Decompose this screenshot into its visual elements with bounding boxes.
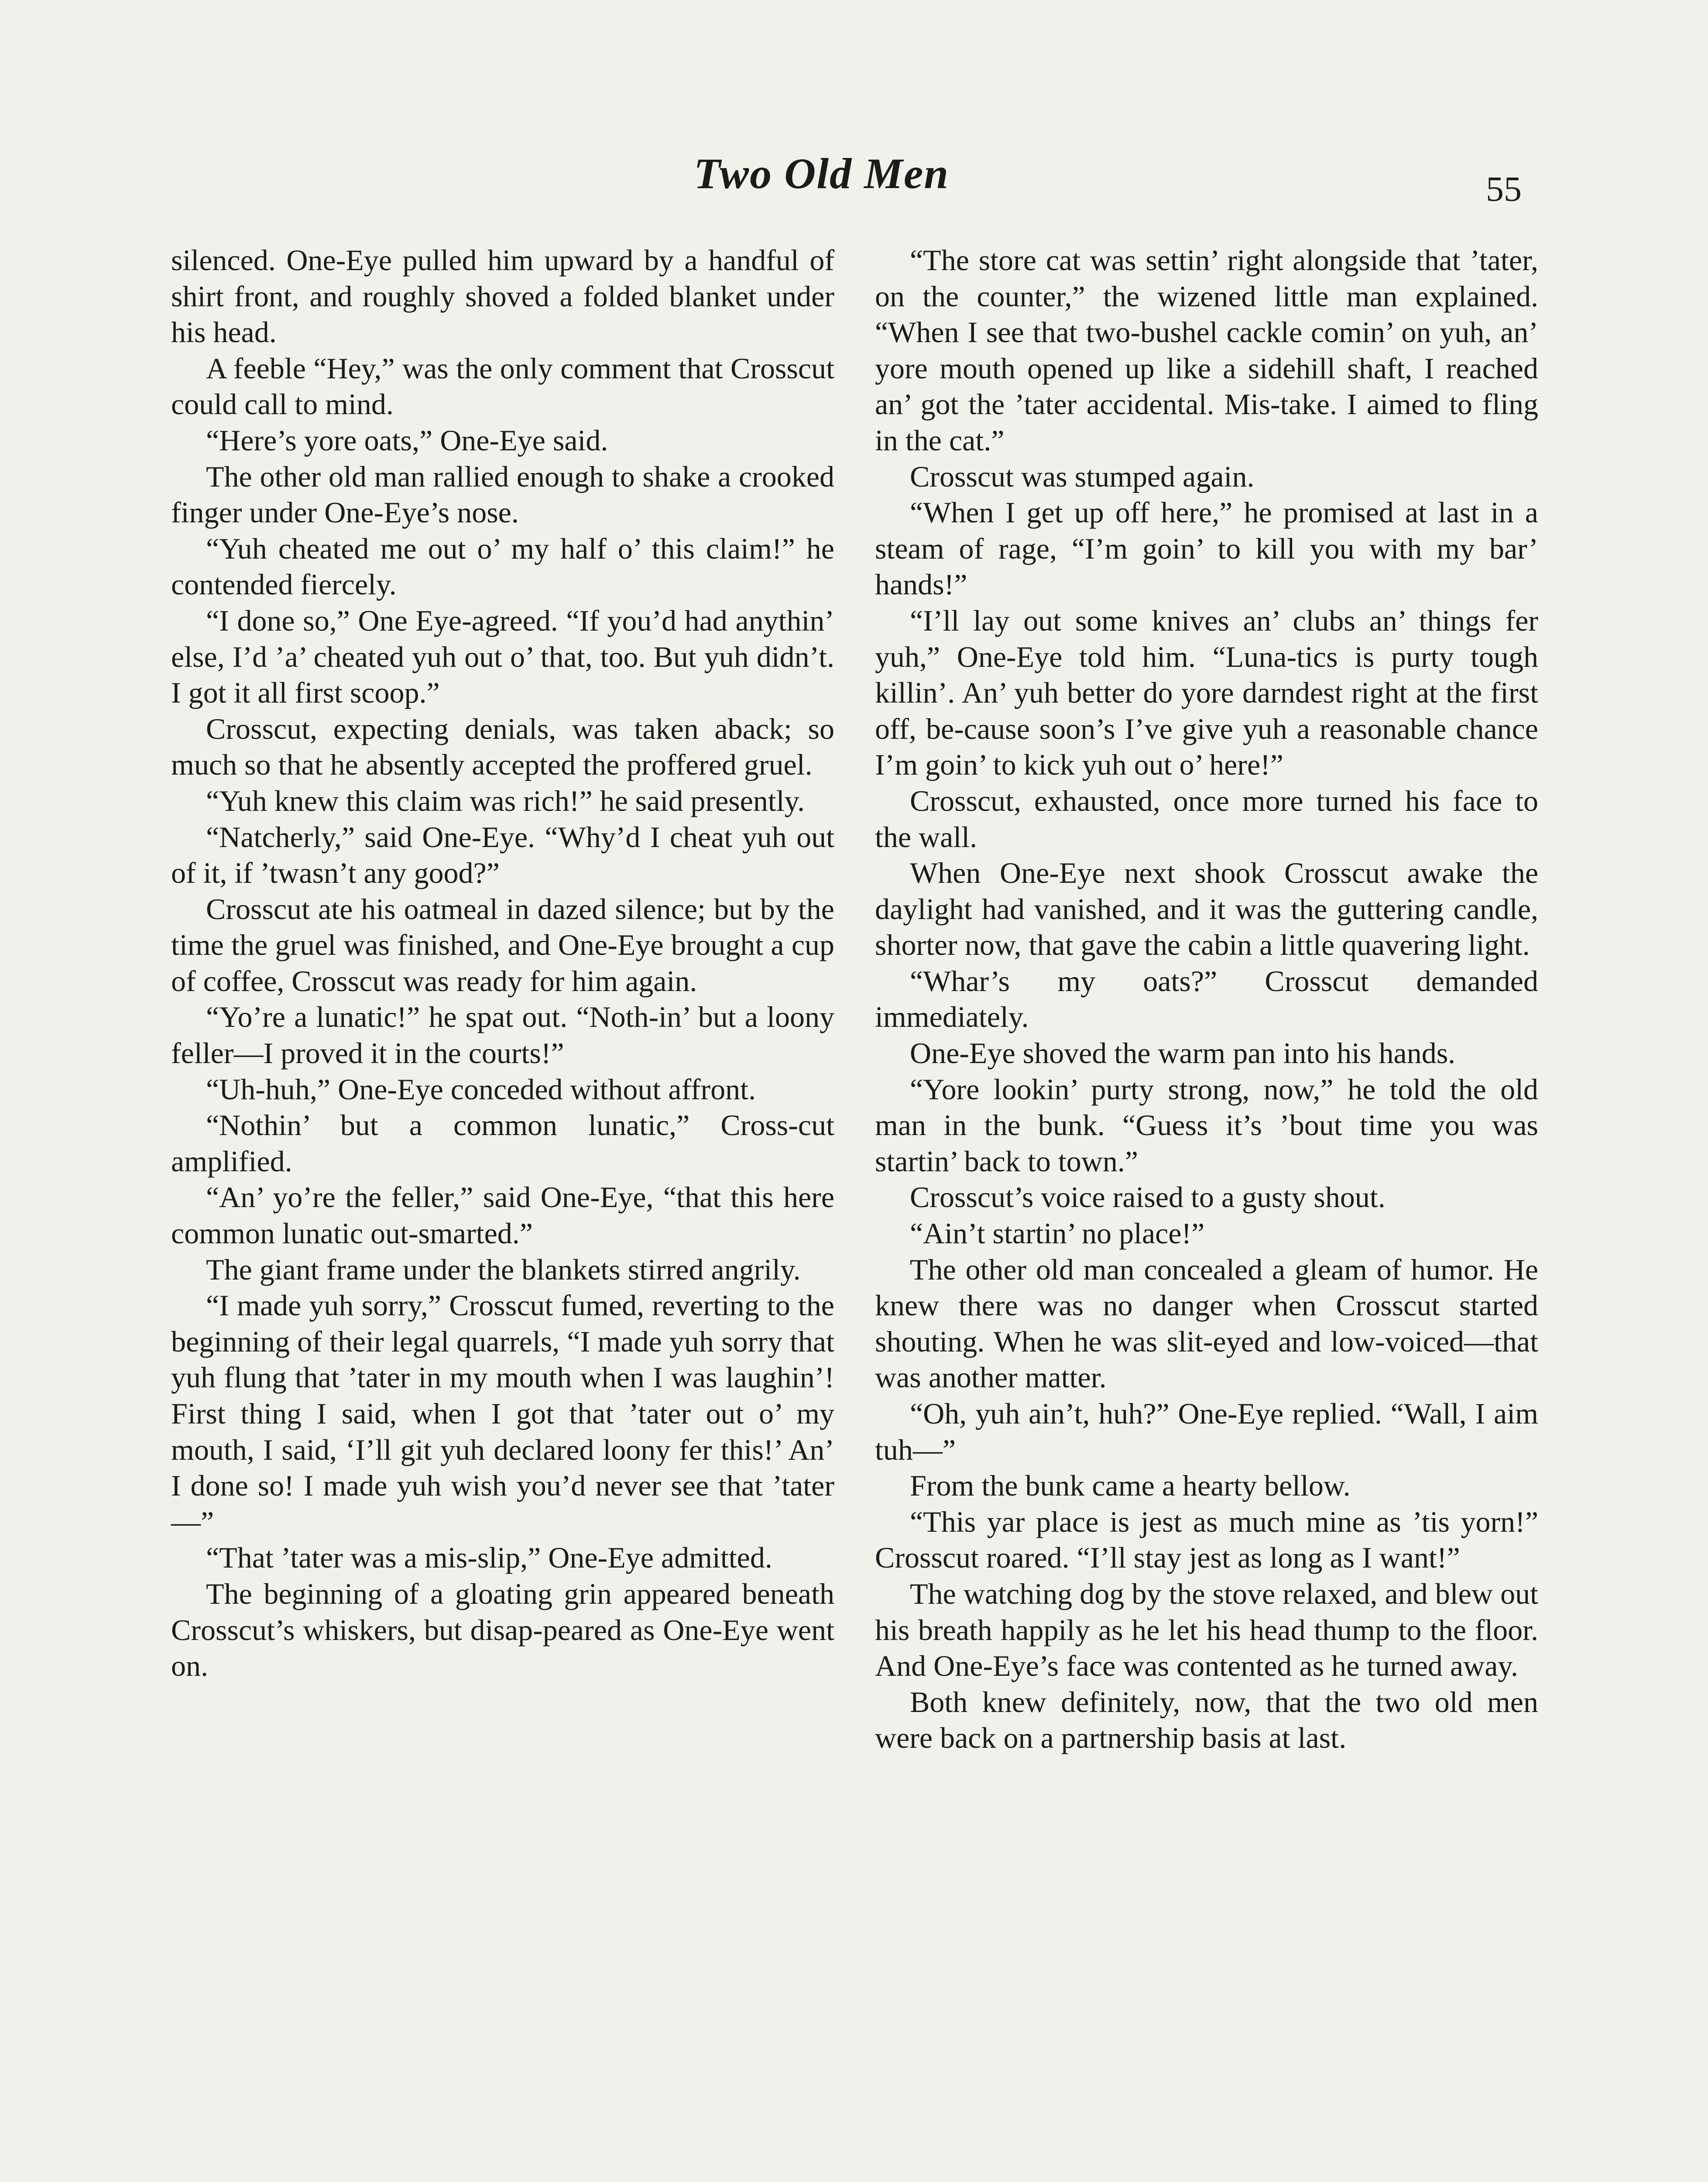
paragraph: Crosscut, exhausted, once more turned his face to the wall. bbox=[875, 784, 1538, 854]
page-header bbox=[0, 148, 1708, 218]
paragraph: Crosscut’s voice raised to a gusty shout. bbox=[910, 1180, 1386, 1214]
paragraph: “Yuh knew this claim was rich!” he said presently. bbox=[206, 784, 805, 817]
paragraph: The beginning of a gloating grin appeared beneath Crosscut’s whiskers, but disap-peared as One-Eye went on. bbox=[171, 1577, 834, 1683]
right-column bbox=[875, 242, 1538, 1756]
paragraph: From the bunk came a hearty bellow. bbox=[910, 1469, 1351, 1503]
paragraph: “An’ yo’re the feller,” said One-Eye, “that this here common lunatic out-smarted.” bbox=[171, 1180, 834, 1250]
paragraph: “Nothin’ but a common lunatic,” Cross-cut amplified. bbox=[171, 1108, 834, 1178]
paragraph: “The store cat was settin’ right alongside that ’tater, on the counter,” the wizened little man explained. “When I see that two-bushel cackle comin’ on yuh, an’ yore mouth opened up like a sidehill shaft, I reached an’ got the ’tater accidental. Mis-take. I aimed to fling in the cat.” bbox=[875, 244, 1538, 457]
paragraph: “When I get up off here,” he promised at last in a steam of rage, “I’m goin’ to kill you with my bar’ hands!” bbox=[875, 496, 1538, 601]
paragraph: “Ain’t startin’ no place!” bbox=[910, 1217, 1205, 1250]
paragraph: When One-Eye next shook Crosscut awake the daylight had vanished, and it was the guttering candle, shorter now, that gave the cabin a little quavering light. bbox=[875, 856, 1538, 962]
paragraph: Crosscut ate his oatmeal in dazed silence; but by the time the gruel was finished, and One-Eye brought a cup of coffee, Crosscut was ready for him again. bbox=[171, 892, 834, 998]
paragraph: “Here’s yore oats,” One-Eye said. bbox=[206, 423, 608, 457]
paragraph: A feeble “Hey,” was the only comment that Crosscut could call to mind. bbox=[171, 351, 834, 421]
page-title: Two Old Men bbox=[694, 149, 949, 198]
paragraph: “That ’tater was a mis-slip,” One-Eye admitted. bbox=[206, 1541, 772, 1575]
paragraph: The other old man concealed a gleam of humor. He knew there was no danger when Crosscut started shouting. When he was slit-eyed and low-voiced—that was another matter. bbox=[875, 1252, 1538, 1394]
paragraph: The watching dog by the stove relaxed, and blew out his breath happily as he let his head thump to the floor. And One-Eye’s face was contented as he turned away. bbox=[875, 1577, 1538, 1683]
paragraph: “I made yuh sorry,” Crosscut fumed, reverting to the beginning of their legal quarrels, “I made yuh sorry that yuh flung that ’tater in my mouth when I was laughin’! First thing I said, when I got that ’tater out o’ my mouth, I said, ‘I’ll git yuh declared loony fer this!’ An’ I done so! I made yuh wish you’d never see that ’tater—” bbox=[171, 1289, 834, 1538]
paragraph: “Natcherly,” said One-Eye. “Why’d I cheat yuh out of it, if ’twasn’t any good?” bbox=[171, 820, 834, 890]
paragraph: Crosscut, expecting denials, was taken aback; so much so that he absently accepted the proffered gruel. bbox=[171, 712, 834, 782]
paragraph: “Yuh cheated me out o’ my half o’ this claim!” he contended fiercely. bbox=[171, 532, 834, 601]
paragraph: “Yo’re a lunatic!” he spat out. “Noth-in’ but a loony feller—I proved it in the courts!” bbox=[171, 1000, 834, 1070]
paragraph: “Oh, yuh ain’t, huh?” One-Eye replied. “Wall, I aim tuh—” bbox=[875, 1397, 1538, 1466]
page-number: 55 bbox=[1486, 169, 1522, 209]
paragraph: “This yar place is jest as much mine as ’tis yorn!” Crosscut roared. “I’ll stay jest as long as I want!” bbox=[875, 1505, 1538, 1575]
paragraph: The giant frame under the blankets stirred angrily. bbox=[206, 1252, 801, 1286]
paragraph: “Yore lookin’ purty strong, now,” he told the old man in the bunk. “Guess it’s ’bout time you was startin’ back to town.” bbox=[875, 1072, 1538, 1178]
paragraph: Both knew definitely, now, that the two old men were back on a partnership basis at last. bbox=[875, 1685, 1538, 1755]
paragraph: “I done so,” One Eye-agreed. “If you’d had anythin’ else, I’d ’a’ cheated yuh out o’ that, too. But yuh didn’t. I got it all first scoop.” bbox=[171, 604, 834, 710]
paragraph: silenced. One-Eye pulled him upward by a handful of shirt front, and roughly shoved a folded blanket under his head. bbox=[171, 244, 834, 349]
left-column bbox=[171, 242, 834, 1684]
paragraph: “Whar’s my oats?” Crosscut demanded immediately. bbox=[875, 964, 1538, 1034]
paragraph: “Uh-huh,” One-Eye conceded without affront. bbox=[206, 1072, 756, 1106]
paragraph: The other old man rallied enough to shake a crooked finger under One-Eye’s nose. bbox=[171, 460, 834, 529]
paragraph: Crosscut was stumped again. bbox=[910, 460, 1255, 493]
paragraph: One-Eye shoved the warm pan into his hands. bbox=[910, 1036, 1456, 1070]
paragraph: “I’ll lay out some knives an’ clubs an’ things fer yuh,” One-Eye told him. “Luna-tics is purty tough killin’. An’ yuh better do yore darndest right at the first off, be-cause soon’s I’ve give yuh a reasonable chance I’m goin’ to kick yuh out o’ here!” bbox=[875, 604, 1538, 782]
